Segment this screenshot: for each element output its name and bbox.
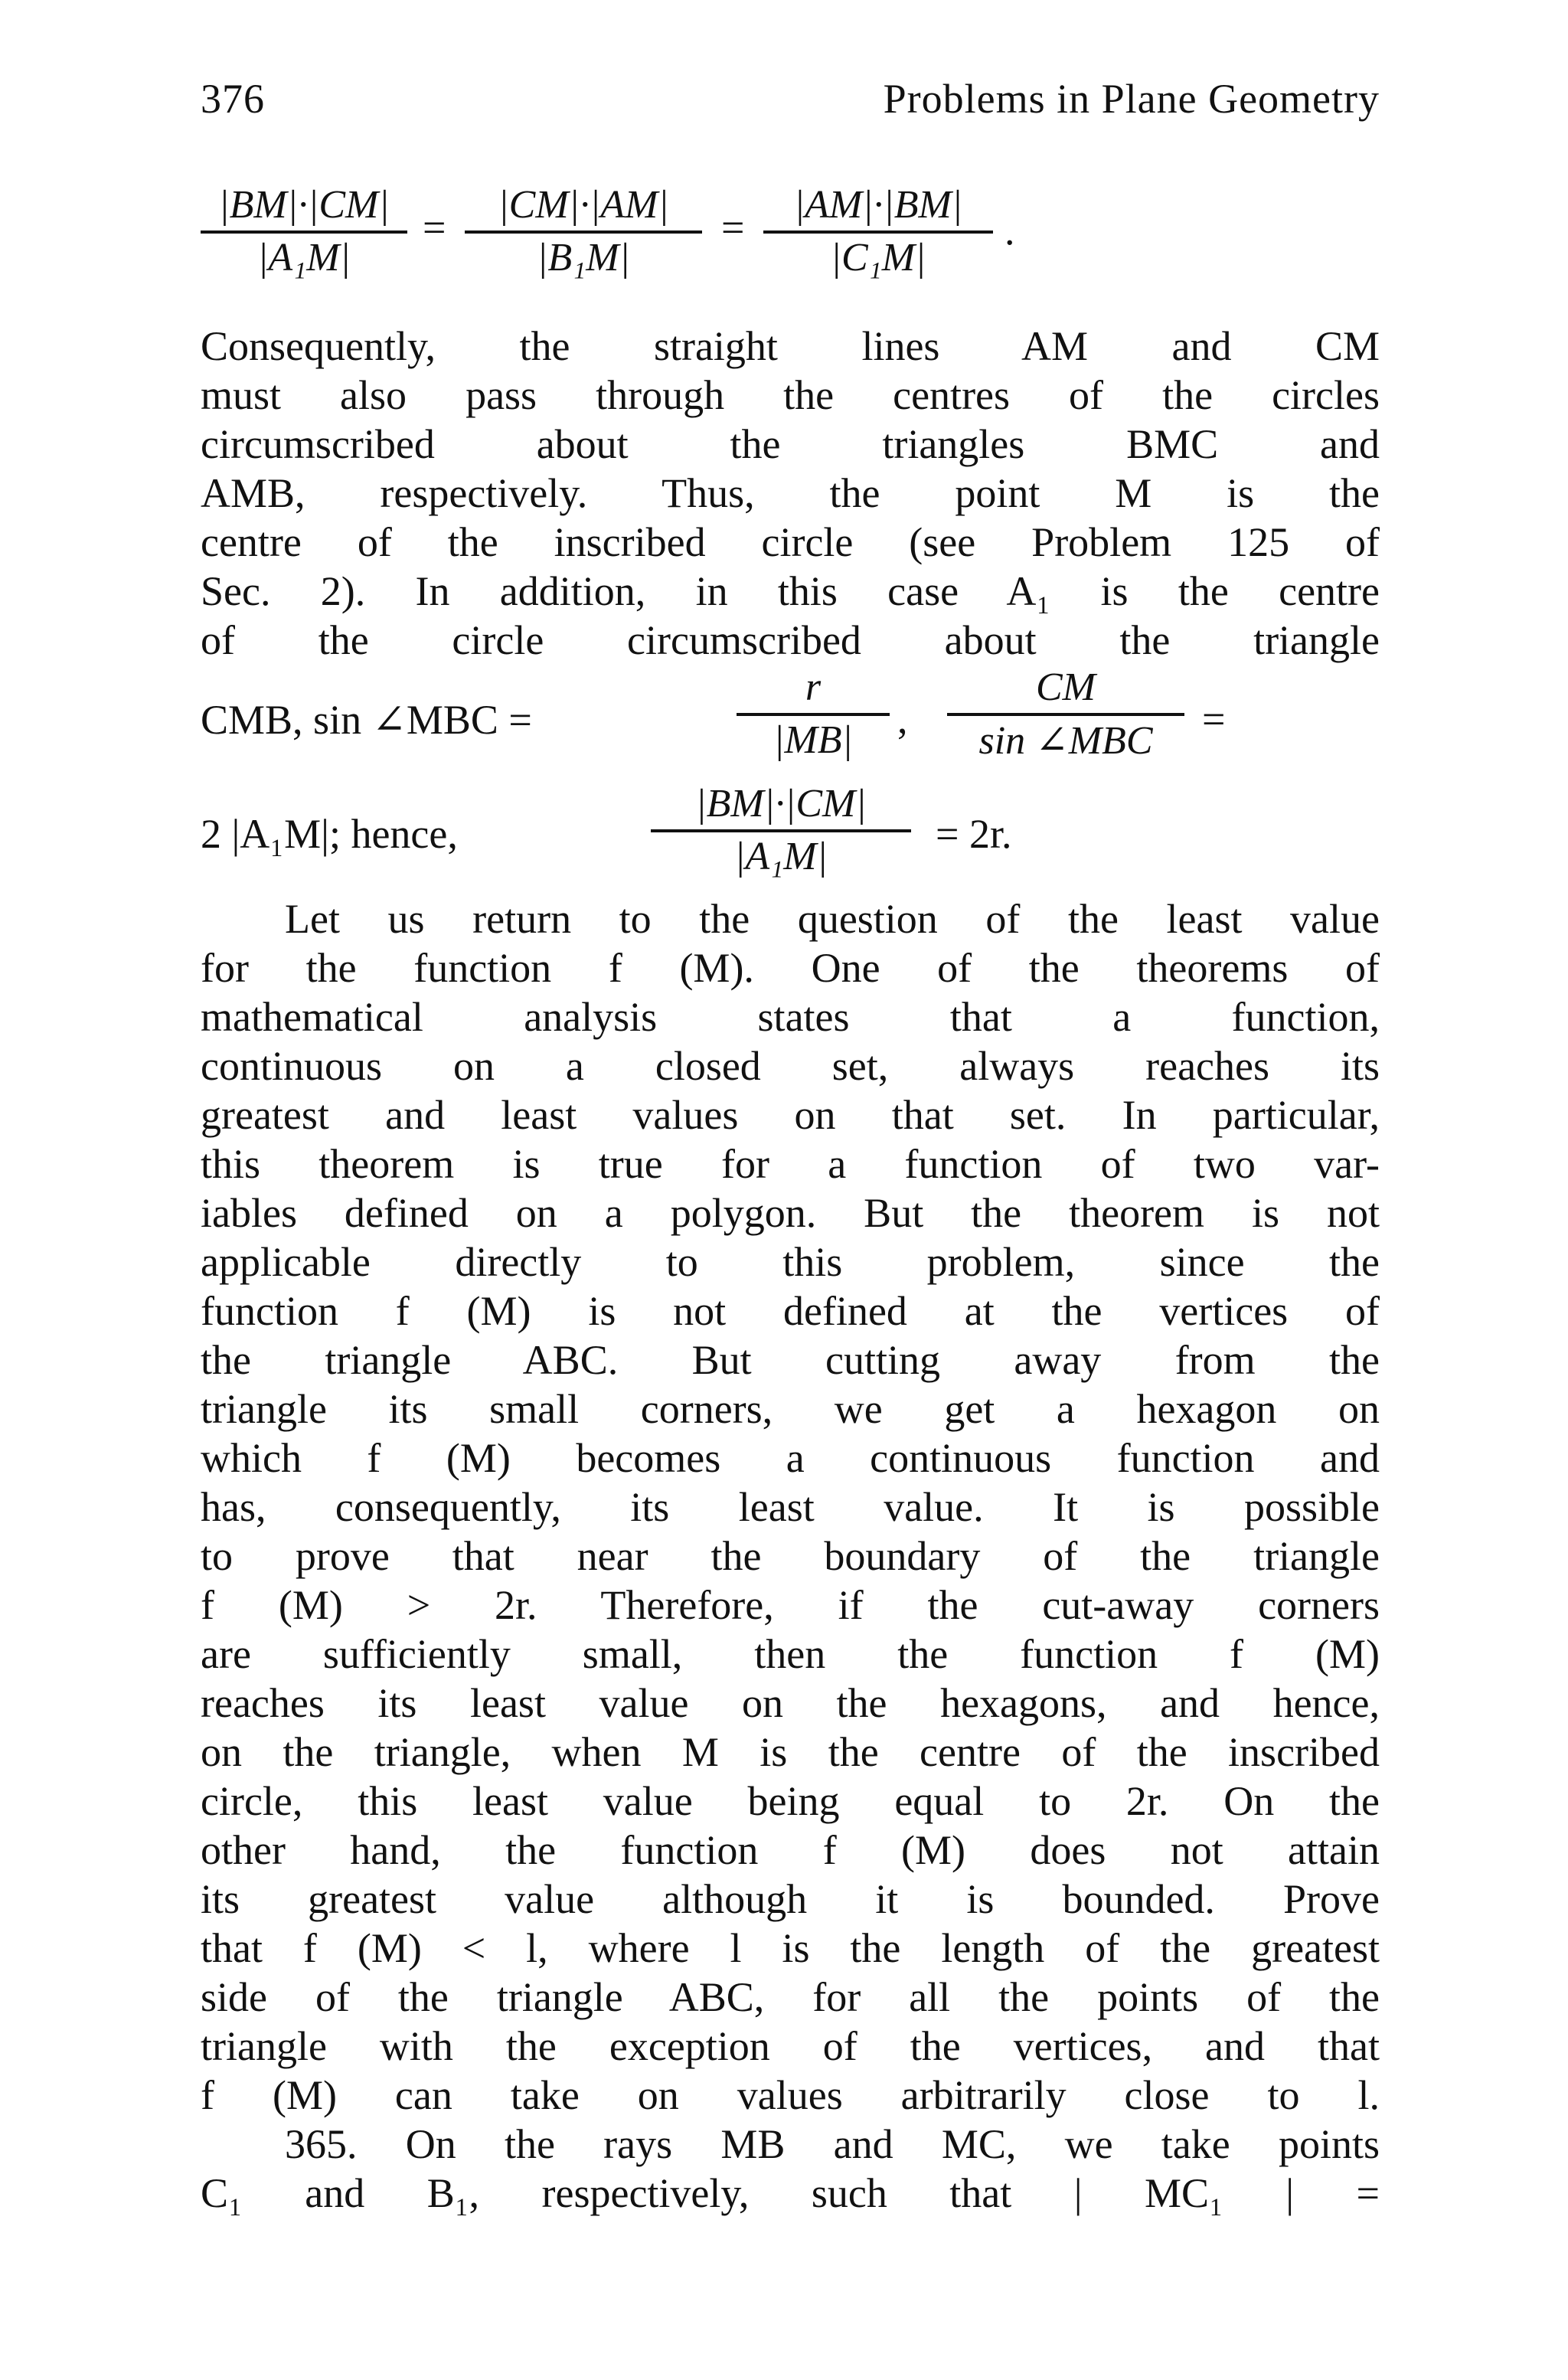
text-line: on the triangle, when M is the centre of the inscribed [201,1729,1380,1775]
top-equation [201,182,1380,305]
fraction-2-denominator: |B₁M| [537,236,630,280]
text-line: circumscribed about the triangles BMC and [201,421,1380,467]
text-line: iables defined on a polygon. But the theorem is not [201,1190,1380,1236]
equals-sign-1: = [423,204,446,250]
text-line: 365. On the rays MB and MC, we take points [285,2121,1380,2167]
page-header [201,75,1380,136]
paragraph-2 [201,894,1380,2218]
text-line: side of the triangle ABC, for all the points of the [201,1974,1380,2020]
text-line: which f (M) becomes a continuous function and [201,1435,1380,1481]
fraction-2-numerator: |CM|·|AM| [465,182,702,234]
text-line: Sec. 2). In addition, in this case A₁ is the centre [201,568,1380,614]
text-line: reaches its least value on the hexagons, and hence, [201,1680,1380,1726]
fraction-bm-cm-over-a1m [651,781,911,879]
text-line: must also pass through the centres of the circles [201,372,1380,418]
text-line: greatest and least values on that set. In particular, [201,1092,1380,1138]
text-line: triangle its small corners, we get a hexagon on [201,1386,1380,1432]
formula-block [201,665,1380,910]
text-line: circle, this least value being equal to 2r. On the [201,1778,1380,1824]
formula-row-2-lead: 2 |A₁M|; hence, [201,811,458,857]
equation-end-mark: . [1004,208,1015,253]
fraction-cm-denominator: sin ∠MBC [978,719,1153,763]
page-number: 376 [201,76,265,122]
text-line: other hand, the function f (M) does not attain [201,1827,1380,1873]
text-line: mathematical analysis states that a function, [201,994,1380,1040]
fraction-3 [763,182,993,280]
text-line: f (M) > 2r. Therefore, if the cut-away corners [201,1582,1380,1628]
comma: , [897,696,908,742]
text-line: Consequently, the straight lines AM and CM [201,323,1380,369]
text-line: for the function f (M). One of the theorems of [201,945,1380,991]
fraction-r-over-mb [737,665,890,763]
text-line: applicable directly to this problem, since the [201,1239,1380,1285]
fraction-cm-over-sin [947,665,1184,763]
result-2r: = 2r. [936,811,1012,857]
text-line: triangle with the exception of the vertices, and that [201,2023,1380,2069]
fraction-r-numerator: r [737,665,890,716]
running-title: Problems in Plane Geometry [883,76,1380,122]
fraction-2 [465,182,702,280]
text-line: centre of the inscribed circle (see Problem 125 of [201,519,1380,565]
paragraph-1 [201,322,1380,665]
text-line: has, consequently, its least value. It is possible [201,1484,1380,1530]
text-line: its greatest value although it is bounded. Prove [201,1876,1380,1922]
equals-sign-2: = [721,204,745,250]
text-line: Let us return to the question of the least value [285,896,1380,942]
text-line: this theorem is true for a function of two var- [201,1141,1380,1187]
text-line: to prove that near the boundary of the triangle [201,1533,1380,1579]
fraction-cm-numerator: CM [947,665,1184,716]
fraction-1 [201,182,407,280]
fraction-1-numerator: |BM|·|CM| [201,182,407,234]
fraction-1-denominator: |A₁M| [257,236,351,280]
text-line: function f (M) is not defined at the vertices of [201,1288,1380,1334]
text-line: C₁ and B₁, respectively, such that | MC₁ | = [201,2170,1380,2216]
text-line: of the circle circumscribed about the triangle [201,617,1380,663]
equals-sign-row1: = [1202,696,1226,742]
fraction-r-denominator: |MB| [773,718,853,762]
text-line: are sufficiently small, then the function f (M) [201,1631,1380,1677]
fraction-bmcm-denominator: |A₁M| [734,835,828,878]
fraction-bmcm-numerator: |BM|·|CM| [651,781,911,832]
fraction-3-denominator: |C₁M| [830,236,926,280]
text-line: f (M) can take on values arbitrarily close to l. [201,2072,1380,2118]
text-line: the triangle ABC. But cutting away from the [201,1337,1380,1383]
text-line: continuous on a closed set, always reaches its [201,1043,1380,1089]
text-line: AMB, respectively. Thus, the point M is the [201,470,1380,516]
text-line: that f (M) < l, where l is the length of the greatest [201,1925,1380,1971]
formula-row-1-lead: CMB, sin ∠MBC = [201,697,532,743]
fraction-3-numerator: |AM|·|BM| [763,182,993,234]
